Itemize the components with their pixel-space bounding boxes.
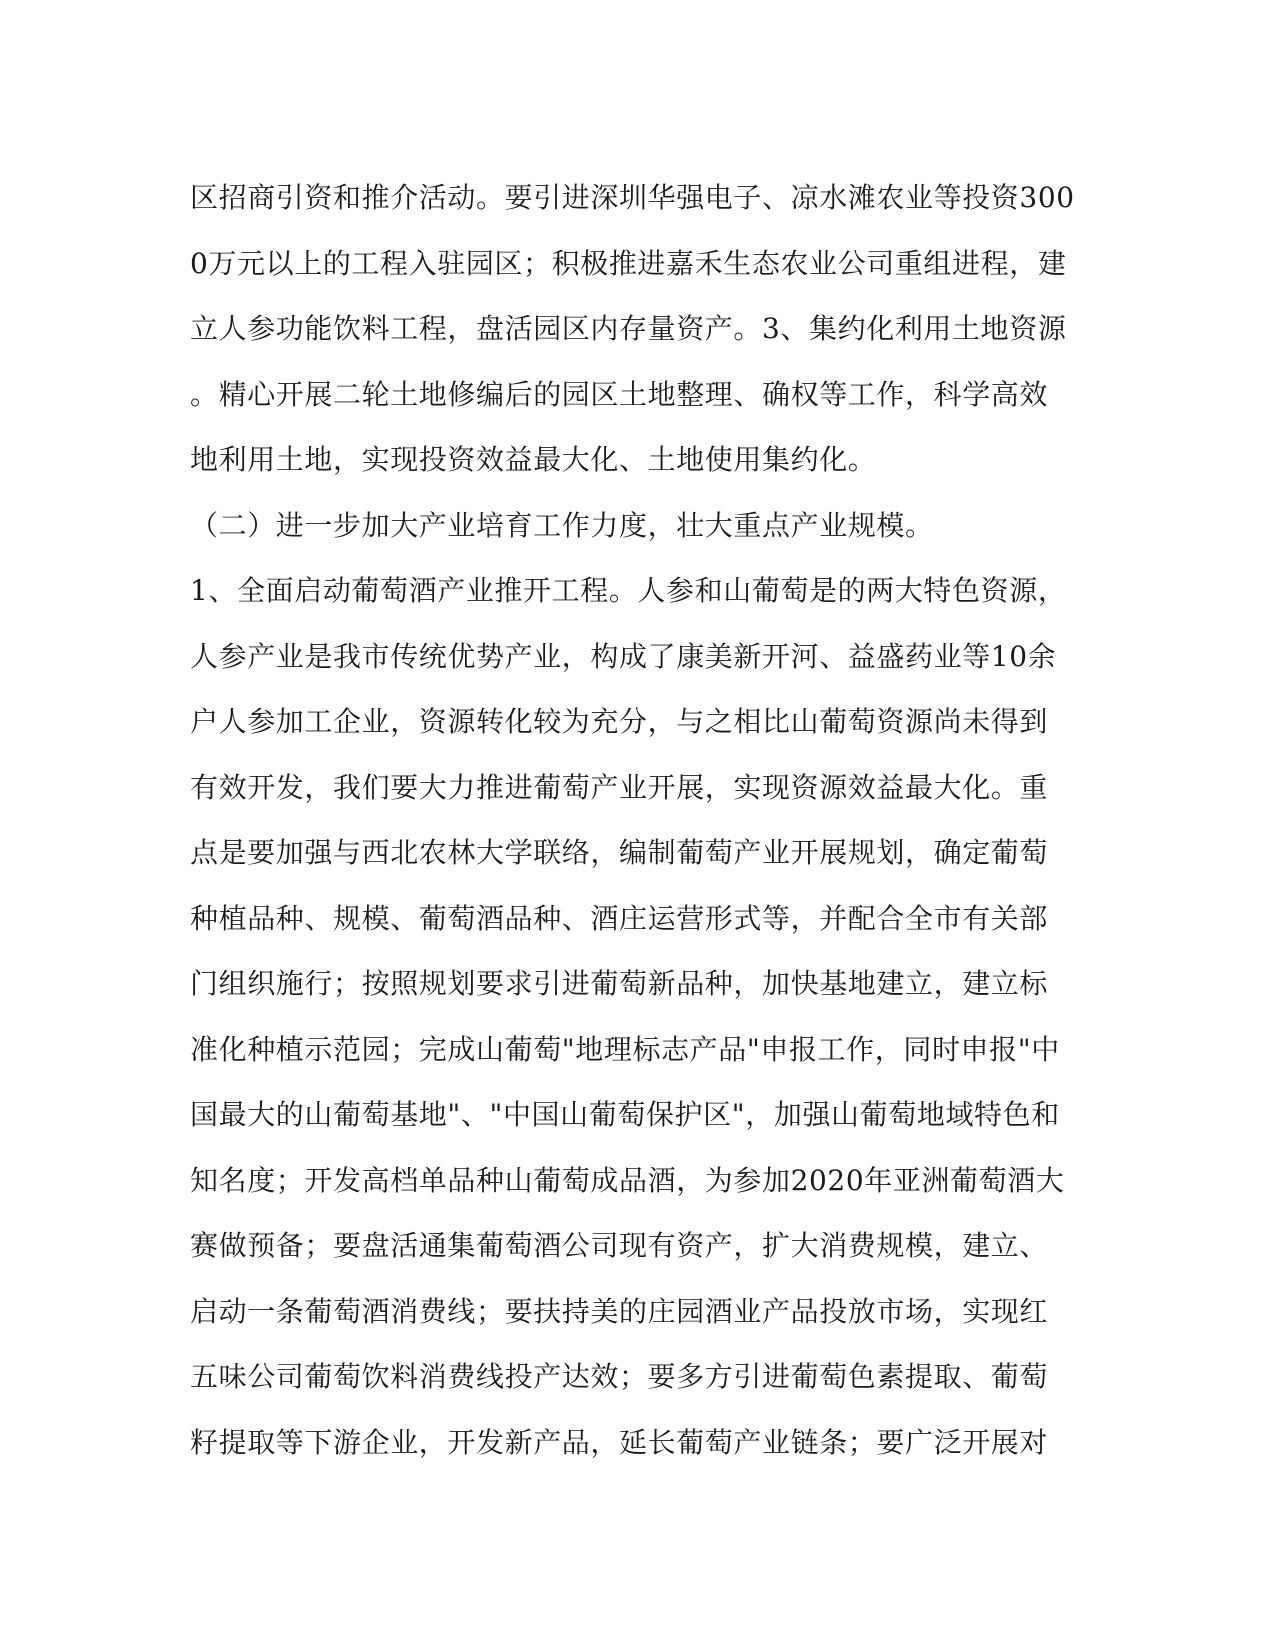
text-line: 地利用土地，实现投资效益最大化、土地使用集约化。 — [190, 443, 877, 476]
text-line: 0万元以上的工程入驻园区；积极推进嘉禾生态农业公司重组进程，建 — [190, 246, 1067, 280]
text-line: 有效开发，我们要大力推进葡萄产业开展，实现资源效益最大化。重 — [190, 770, 1049, 804]
text-line: 五味公司葡萄饮料消费线投产达效；要多方引进葡萄色素提取、葡萄 — [190, 1360, 1049, 1393]
text-line: 准化种植示范园；完成山葡萄"地理标志产品"申报工作，同时申报"中 — [190, 1032, 1060, 1066]
text-line: 户人参加工企业，资源转化较为充分，与之相比山葡萄资源尚未得到 — [190, 705, 1049, 738]
text-line: 。精心开展二轮土地修编后的园区土地整理、确权等工作，科学高效 — [190, 377, 1049, 411]
text-line: 门组织施行；按照规划要求引进葡萄新品种，加快基地建立，建立标 — [190, 967, 1049, 1000]
text-line: 籽提取等下游企业，开发新产品，延长葡萄产业链条；要广泛开展对 — [190, 1425, 1049, 1459]
text-line: 人参产业是我市传统优势产业，构成了康美新开河、益盛药业等10余 — [190, 639, 1057, 673]
body-text — [190, 165, 1090, 1475]
text-line: 启动一条葡萄酒消费线；要扶持美的庄园酒业产品投放市场，实现红 — [190, 1294, 1049, 1328]
text-line: 知名度；开发高档单品种山葡萄成品酒，为参加2020年亚洲葡萄酒大 — [190, 1163, 1065, 1197]
text-line: 1、全面启动葡萄酒产业推开工程。人参和山葡萄是的两大特色资源， — [190, 574, 1067, 607]
text-line: 点是要加强与西北农林大学联络，编制葡萄产业开展规划，确定葡萄 — [190, 836, 1049, 869]
text-line: 种植品种、规模、葡萄酒品种、酒庄运营形式等，并配合全市有关部 — [190, 901, 1049, 935]
section-heading: （二）进一步加大产业培育工作力度，壮大重点产业规模。 — [190, 508, 934, 542]
text-line: 国最大的山葡萄基地"、"中国山葡萄保护区"，加强山葡萄地域特色和 — [190, 1098, 1060, 1131]
text-line: 赛做预备；要盘活通集葡萄酒公司现有资产，扩大消费规模，建立、 — [190, 1229, 1049, 1262]
text-line: 立人参功能饮料工程，盘活园区内存量资产。3、集约化利用土地资源 — [190, 312, 1067, 345]
text-line: 区招商引资和推介活动。要引进深圳华强电子、凉水滩农业等投资300 — [190, 181, 1075, 214]
